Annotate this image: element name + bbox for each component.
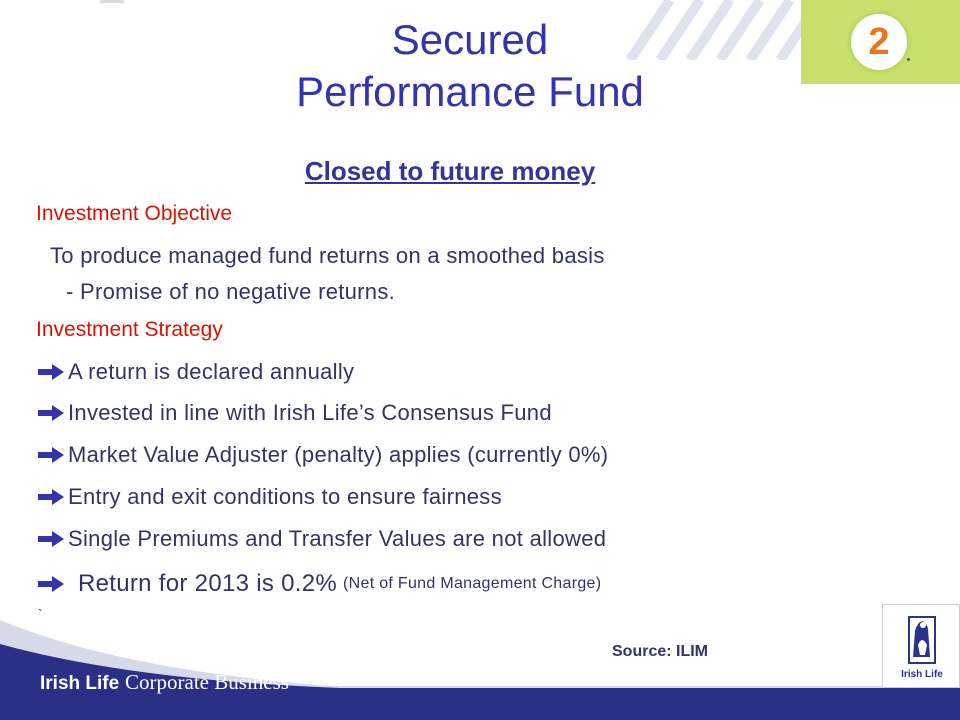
- stray-mark: `: [38, 606, 43, 622]
- source-label: Source: ILIM: [612, 643, 709, 660]
- strategy-bullet: [36, 526, 606, 552]
- subtitle: Closed to future money: [304, 156, 596, 186]
- bullet-text: Invested in line with Irish Life’s Consensus Fund: [68, 400, 552, 425]
- strategy-bullet: [36, 400, 552, 426]
- badge-number: 2: [868, 21, 890, 63]
- bullet-text: A return is declared annually: [68, 359, 355, 384]
- footer-bar: [0, 600, 960, 720]
- title-line-1: Secured: [391, 16, 549, 63]
- right-arrow-icon: [36, 361, 66, 383]
- strategy-bullet: [36, 484, 502, 510]
- footer-brand-a: Irish Life: [40, 673, 120, 694]
- logo-label: Irish Life: [901, 669, 943, 680]
- return-bullet: [36, 570, 601, 598]
- objective-line-2: - Promise of no negative returns.: [66, 279, 396, 304]
- right-arrow-icon: [36, 528, 66, 550]
- footer-brand: [40, 670, 289, 695]
- objective-heading: Investment Objective: [36, 202, 233, 225]
- title-line-2: Performance Fund: [296, 68, 644, 115]
- footer-brand-b: Corporate Business: [125, 670, 289, 694]
- right-arrow-icon: [36, 444, 66, 466]
- number-circle-icon: [851, 14, 907, 70]
- right-arrow-icon: [36, 573, 66, 595]
- strategy-bullet: [36, 442, 608, 468]
- strategy-bullet: [36, 359, 354, 385]
- section-badge: [801, 0, 960, 84]
- page-title: [0, 14, 940, 118]
- irish-life-logo: [882, 604, 960, 688]
- irish-life-logo-icon: [883, 605, 960, 669]
- bullet-text: Entry and exit conditions to ensure fairness: [68, 484, 502, 509]
- bullet-text: Market Value Adjuster (penalty) applies (currently 0%): [68, 442, 609, 467]
- right-arrow-icon: [36, 402, 66, 424]
- return-text: Return for 2013 is 0.2%: [78, 570, 338, 597]
- return-note: (Net of Fund Management Charge): [343, 575, 602, 592]
- right-arrow-icon: [36, 486, 66, 508]
- objective-line-1: To produce managed fund returns on a smoothed basis: [50, 243, 605, 268]
- strategy-heading: Investment Strategy: [36, 318, 223, 341]
- bullet-text: Single Premiums and Transfer Values are not allowed: [68, 526, 607, 551]
- badge-dot: [907, 58, 910, 61]
